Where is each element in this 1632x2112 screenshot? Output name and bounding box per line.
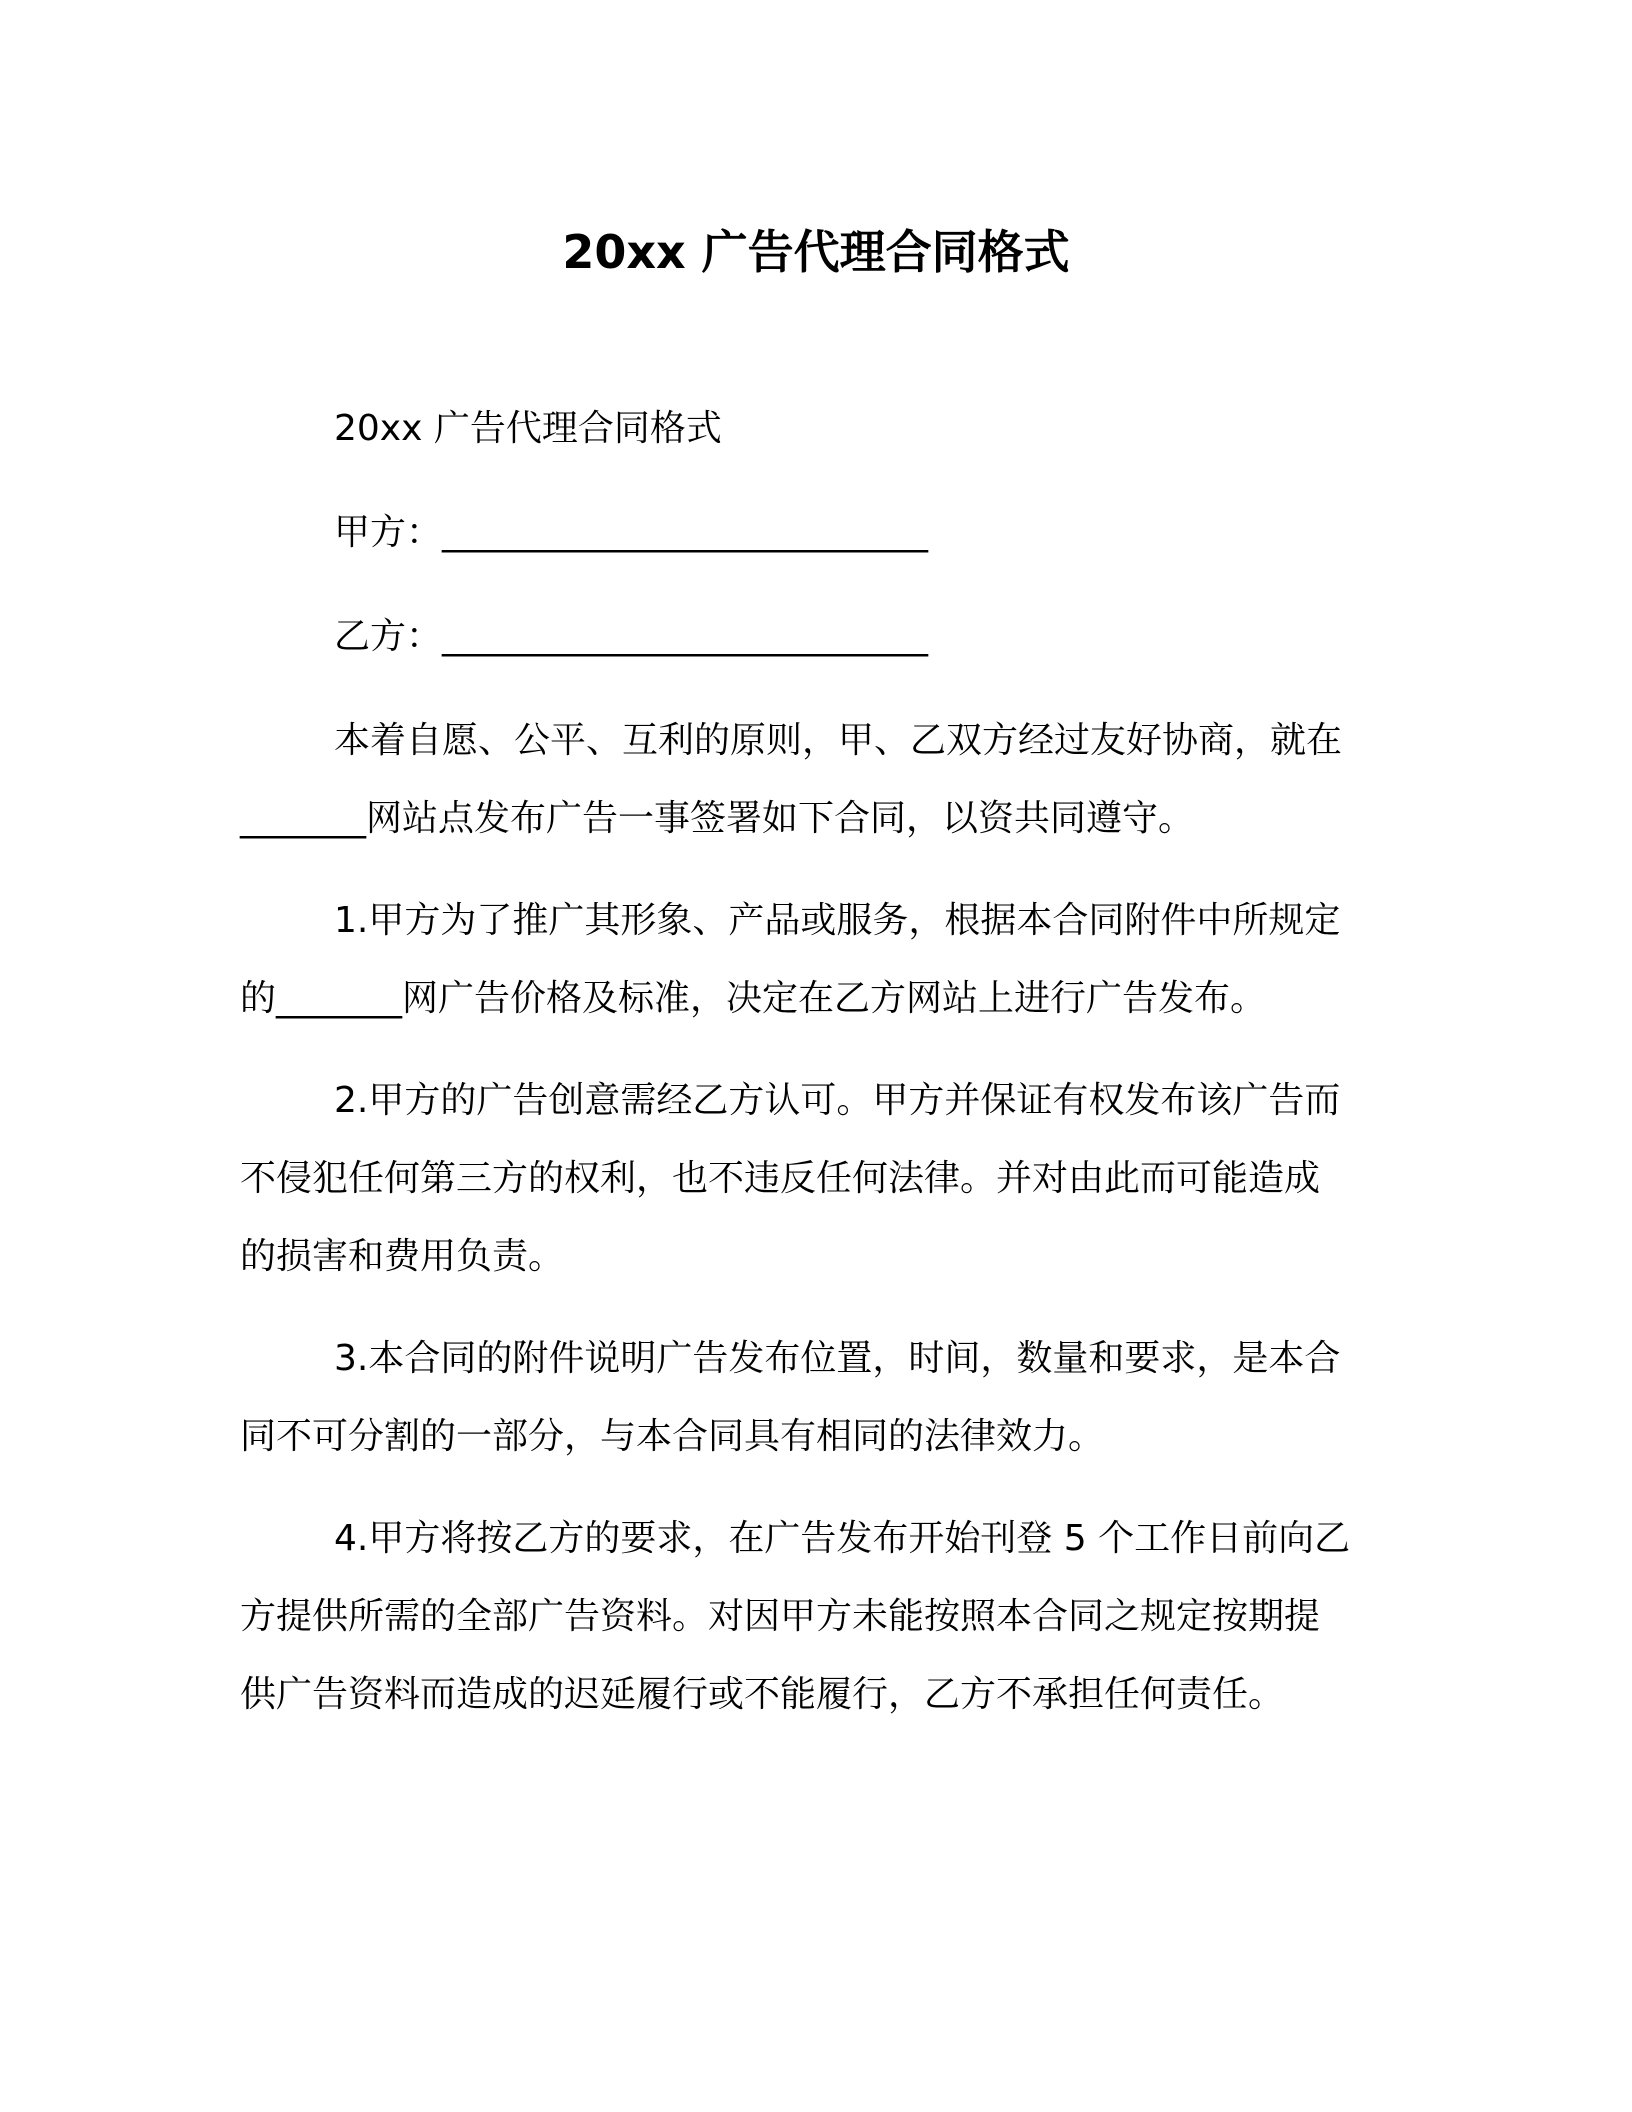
clause-1-paragraph — [240, 882, 1380, 1038]
paragraph-line: 供广告资料而造成的迟延履行或不能履行，乙方不承担任何责任。 — [240, 1674, 1285, 1715]
document-title: 20xx 广告代理合同格式 — [562, 225, 1070, 279]
paragraph-line: 2.甲方的广告创意需经乙方认可。甲方并保证有权发布该广告而 — [334, 1080, 1341, 1121]
paragraph-line: 1.甲方为了推广其形象、产品或服务，根据本合同附件中所规定 — [334, 900, 1341, 941]
paragraph-line: 的损害和费用负责。 — [240, 1236, 565, 1277]
clause-2-paragraph — [240, 1062, 1380, 1296]
preamble-paragraph — [240, 702, 1380, 858]
paragraph-line: 本着自愿、公平、互利的原则，甲、乙双方经过友好协商，就在 — [334, 720, 1343, 761]
paragraph-line: 方提供所需的全部广告资料。对因甲方未能按照本合同之规定按期提 — [240, 1596, 1321, 1637]
paragraph-line: 不侵犯任何第三方的权利，也不违反任何法律。并对由此而可能造成 — [240, 1158, 1321, 1199]
clause-3-paragraph — [240, 1320, 1380, 1476]
paragraph-line: 同不可分割的一部分，与本合同具有相同的法律效力。 — [240, 1416, 1105, 1457]
clause-4-paragraph — [240, 1500, 1380, 1734]
party-b-line: 乙方：___________________________ — [334, 616, 929, 657]
document-body — [240, 390, 1380, 1734]
party-a-line: 甲方：___________________________ — [334, 512, 929, 553]
paragraph-line: 的_______网广告价格及标准，决定在乙方网站上进行广告发布。 — [240, 978, 1267, 1019]
paragraph-line: 4.甲方将按乙方的要求，在广告发布开始刊登 5 个工作日前向乙 — [334, 1518, 1351, 1559]
paragraph-line: 3.本合同的附件说明广告发布位置，时间，数量和要求，是本合 — [334, 1338, 1341, 1379]
paragraph-line: _______网站点发布广告一事签署如下合同，以资共同遵守。 — [240, 798, 1195, 839]
document-subtitle: 20xx 广告代理合同格式 — [334, 408, 722, 449]
